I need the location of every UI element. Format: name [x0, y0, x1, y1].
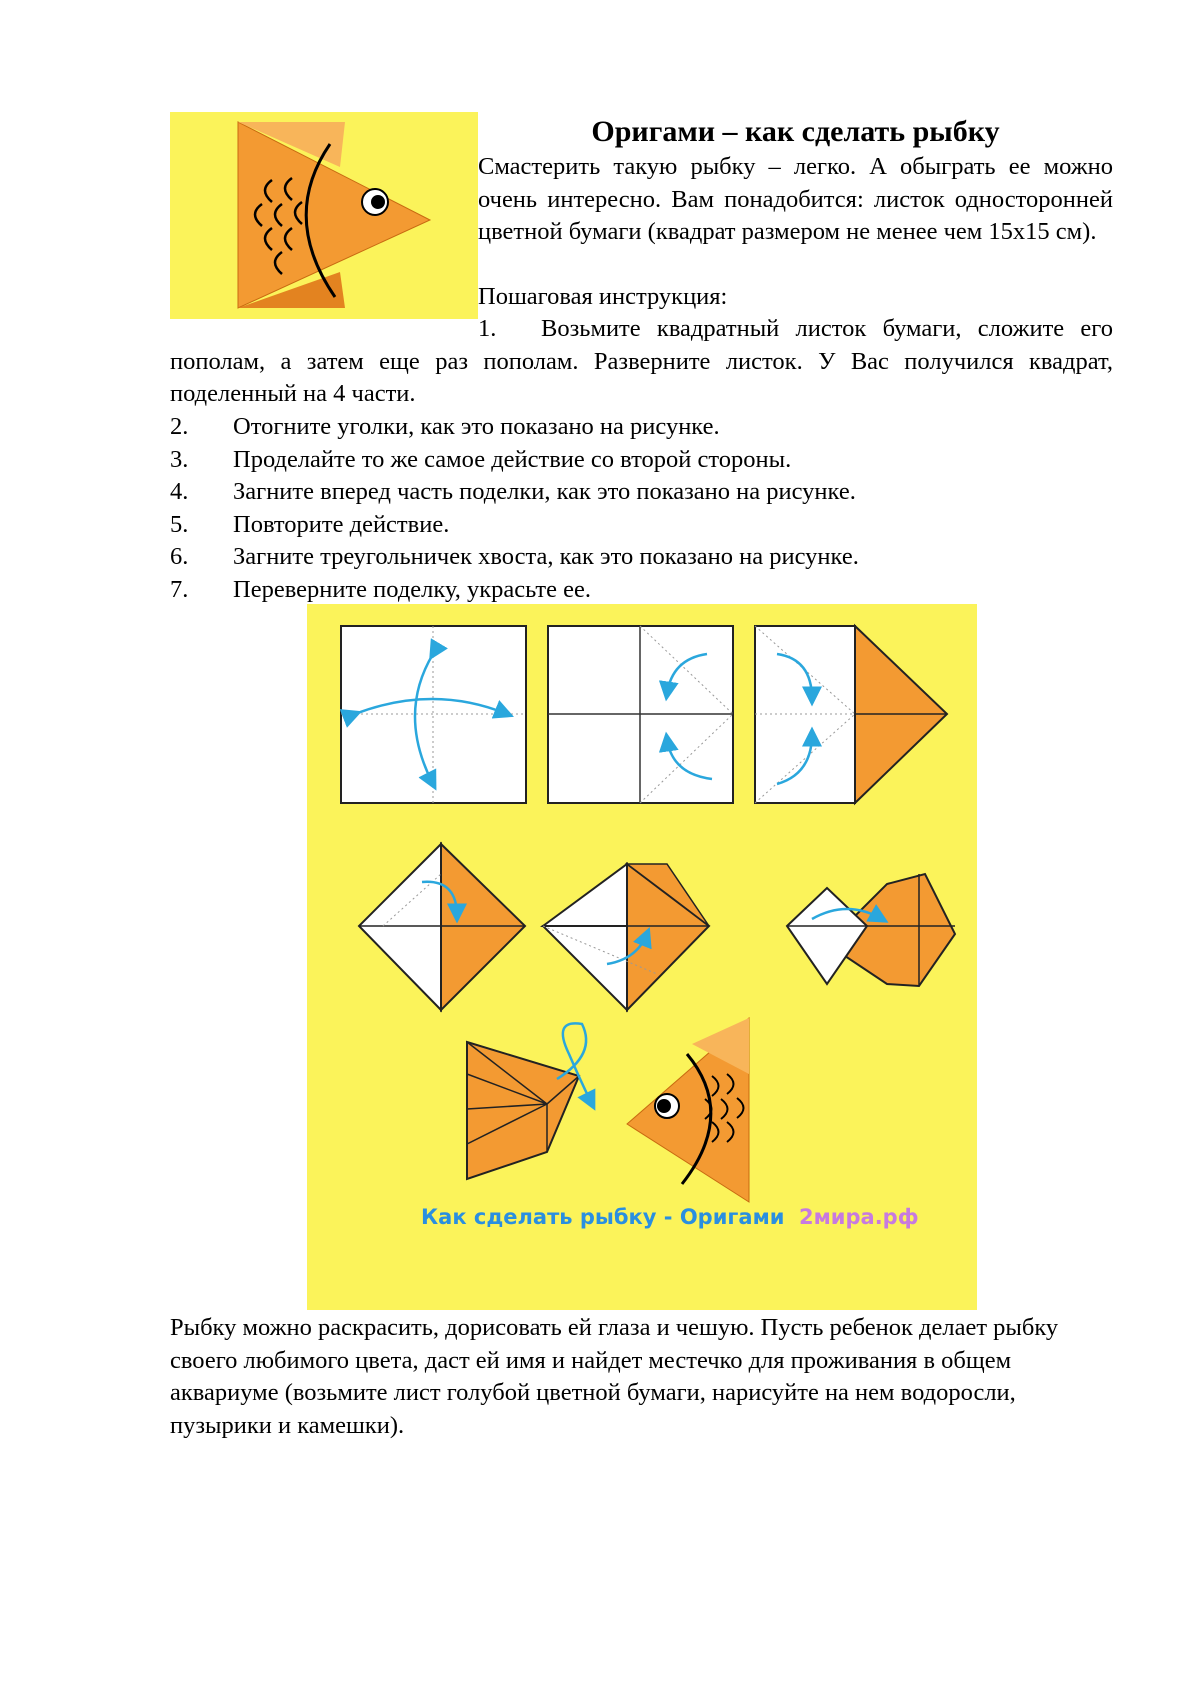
- step-text: Переверните поделку, украсьте ее.: [233, 575, 591, 603]
- fish-image: [170, 112, 478, 319]
- list-item: [170, 476, 859, 509]
- step-text: Отогните уголки, как это показано на рисунке.: [233, 413, 720, 440]
- folding-diagram: [307, 604, 977, 1310]
- diagram-caption: Как сделать рыбку - Оригами: [421, 1205, 785, 1229]
- step-number: 5.: [170, 510, 189, 538]
- list-item: [170, 444, 859, 477]
- step-number: 3.: [170, 445, 189, 473]
- instructions-heading: Пошаговая инструкция:: [478, 283, 728, 310]
- diagram-step-4: [359, 844, 525, 1010]
- fish-illustration: [170, 112, 478, 319]
- diagram-site: 2мира.рф: [799, 1205, 919, 1229]
- step-text: Повторите действие.: [233, 510, 450, 538]
- step-text: Проделайте то же самое действие со второй стороны.: [233, 445, 792, 473]
- diagram-finished-fish: [627, 1018, 749, 1202]
- step-1: [170, 313, 1113, 411]
- diagram-step-3: [755, 626, 947, 803]
- intro-paragraph: Смастерить такую рыбку – легко. А обыграть ее можно очень интересно. Вам понадобится: листок односторонней цветной бумаги (квадрат размером не менее чем 15х15 см).: [478, 153, 1113, 245]
- step-text: Загните треугольничек хвоста, как это показано на рисунке.: [233, 543, 859, 570]
- step-number: 2.: [170, 413, 189, 440]
- outro-paragraph: Рыбку можно раскрасить, дорисовать ей глаза и чешую. Пусть ребенок делает рыбку своего любимого цвета, даст ей имя и найдет местечко для проживания в общем аквариуме (возьмите лист голубой цветной бумаги, нарисуйте на нем водоросли, пузырики и камешки).: [170, 1314, 1059, 1439]
- list-item: [170, 509, 859, 542]
- step-number: 1.: [478, 315, 497, 342]
- step-number: 4.: [170, 478, 189, 505]
- diagram-step-1: [341, 626, 526, 803]
- page-title: Оригами – как сделать рыбку: [591, 115, 1000, 148]
- diagram-step-7: [467, 1023, 592, 1179]
- list-item: [170, 411, 859, 444]
- diagram-image: [307, 604, 977, 1310]
- step-number: 7.: [170, 575, 189, 603]
- diagram-step-6: [787, 874, 955, 986]
- diagram-step-5: [543, 864, 709, 1010]
- steps-list: [170, 411, 859, 606]
- list-item: [170, 541, 859, 574]
- step-text: Загните вперед часть поделки, как это показано на рисунке.: [233, 478, 856, 505]
- step-number: 6.: [170, 543, 189, 570]
- list-item: [170, 574, 859, 607]
- step-text: Возьмите квадратный листок бумаги, сложите его пополам, а затем еще раз пополам. Разверните листок. У Вас получился квадрат, поделенный на 4 части.: [170, 315, 1113, 407]
- diagram-step-2: [548, 626, 733, 803]
